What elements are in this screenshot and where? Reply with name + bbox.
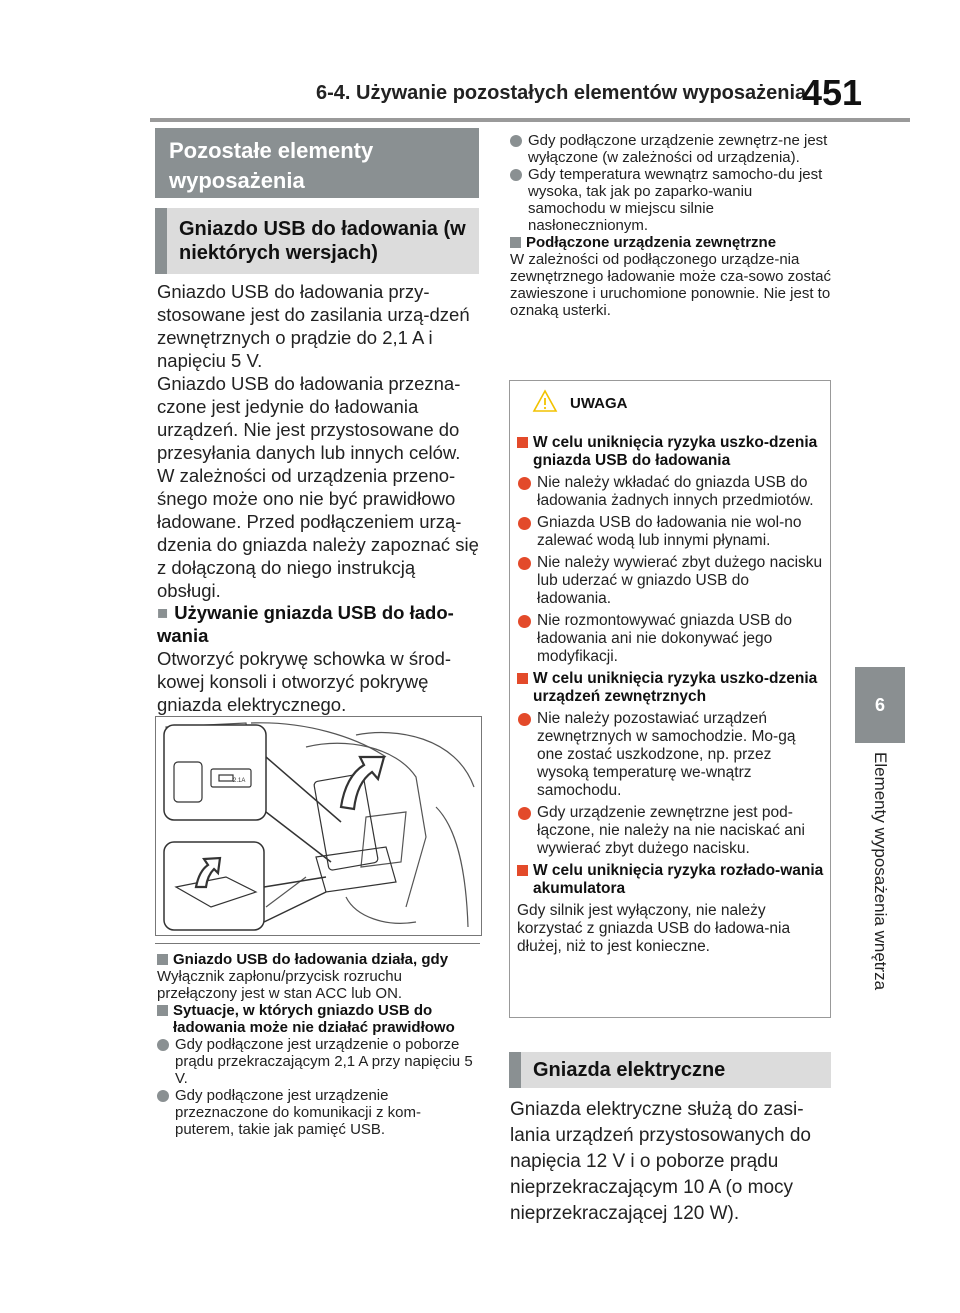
electric-section-title: Gniazda elektryczne [509, 1052, 831, 1088]
note-heading-3: Podłączone urządzenia zewnętrzne [510, 234, 832, 251]
note-bullet-1: Gdy podłączone jest urządzenie o poborze prądu przekraczającym 2,1 A przy napięciu 5 V. [157, 1036, 479, 1087]
console-drawing [156, 717, 481, 935]
warning-title: UWAGA [570, 395, 628, 412]
usb-section-title: Gniazdo USB do ładowania (w niektórych wersjach) [155, 208, 479, 274]
note-heading-2: Sytuacje, w których gniazdo USB do ładowania może nie działać prawidłowo [157, 1002, 479, 1036]
warning-heading-1: W celu uniknięcia ryzyka uszko-dzenia gniazda USB do ładowania [517, 434, 825, 470]
usb-notes-left [157, 951, 479, 1138]
note-text-1: Wyłącznik zapłonu/przycisk rozruchu przełączony jest w stan ACC lub ON. [157, 968, 403, 1002]
note-text-3: W zależności od podłączonego urządze-nia zewnętrznego ładowanie może cza-sowo zostać zawieszone i uruchomione ponownie. Nie jest to oznaką usterki. [510, 251, 831, 319]
chapter-tab: 6 [855, 667, 905, 743]
usb-paragraph-2: Gniazdo USB do ładowania przezna-czone jest jedynie do ładowania urządzeń. Nie jest przystosowane do przesyłania danych lub innych celów. [157, 373, 461, 463]
usb-paragraph-4: Otworzyć pokrywę schowka w środ-kowej konsoli i otworzyć pokrywę gniazda elektrycznego. [157, 648, 452, 715]
electric-paragraph: Gniazda elektryczne służą do zasi-lania urządzeń przystosowanych do napięcia 12 V i o poborze prądu nieprzekraczającym 10 A (o mocy nieprzekraczającej 120 W). [510, 1099, 812, 1224]
usb-paragraph-1: Gniazdo USB do ładowania przy-stosowane jest do zasilania urzą-dzeń zewnętrznych o prądzie do 2,1 A i napięciu 5 V. [157, 281, 470, 371]
warning-content [517, 434, 825, 956]
warning-text-3: Gdy silnik jest wyłączony, nie należy korzystać z gniazda USB do ładowa-nia dłużej, niż to jest konieczne. [517, 902, 791, 955]
usb-paragraph-3: W zależności od urządzenia przeno-śnego może ono nie być prawidłowo ładowane. Przed podłączeniem urzą-dzenia do gniazda należy zapoznać się z dołączoną do niego instrukcją obsługi. [157, 465, 479, 601]
header-rule [150, 118, 910, 122]
usb-notes-right [510, 132, 832, 319]
section-title: Pozostałe elementy wyposażenia [155, 128, 479, 198]
usb-port-label: 2.1A [233, 778, 246, 784]
note-bullet-2: Gdy podłączone jest urządzenie przeznaczone do komunikacji z kom-puterem, takie jak pamięć USB. [157, 1087, 479, 1138]
page-number: 451 [802, 72, 863, 113]
warning-bullet-5: Nie należy pozostawiać urządzeń zewnętrznych w samochodzie. Mo-gą one zostać uszkodzone, np. przez wysoką temperaturę we-wnątrz samochodu. [517, 710, 825, 800]
usb-console-illustration [155, 716, 482, 936]
note-bullet-4: Gdy temperatura wewnątrz samocho-du jest wysoka, tak jak po zaparko-waniu samochodu w miejscu silnie nasłonecznionym. [510, 166, 832, 234]
usb-using-heading-text: Używanie gniazda USB do łado-wania [157, 602, 454, 646]
warning-triangle-icon [532, 389, 558, 413]
chapter-title: Elementy wyposażenia wnętrza [871, 752, 890, 991]
warning-bullet-2: Gniazda USB do ładowania nie wol-no zalewać wodą lub innymi płynami. [517, 514, 825, 550]
warning-bullet-1: Nie należy wkładać do gniazda USB do ładowania żadnych innych przedmiotów. [517, 474, 825, 510]
note-heading-1: Gniazdo USB do ładowania działa, gdy [157, 951, 479, 968]
notes-rule [155, 943, 480, 944]
warning-bullet-6: Gdy urządzenie zewnętrzne jest pod-łączone, nie należy na nie naciskać ani wywierać zbyt dużego nacisku. [517, 804, 825, 858]
warning-bullet-3: Nie należy wywierać zbyt dużego nacisku lub uderzać w gniazdo USB do ładowania. [517, 554, 825, 608]
warning-heading-3: W celu uniknięcia ryzyka rozłado-wania akumulatora [517, 862, 825, 898]
usb-using-heading [157, 601, 479, 647]
warning-bullet-4: Nie rozmontowywać gniazda USB do ładowania ani nie dokonywać jego modyfikacji. [517, 612, 825, 666]
note-bullet-3: Gdy podłączone urządzenie zewnętrz-ne jest wyłączone (w zależności od urządzenia). [510, 132, 832, 166]
warning-heading-2: W celu uniknięcia ryzyka uszko-dzenia urządzeń zewnętrznych [517, 670, 825, 706]
page-header-title: 6-4. Używanie pozostałych elementów wyposażenia [316, 82, 807, 104]
